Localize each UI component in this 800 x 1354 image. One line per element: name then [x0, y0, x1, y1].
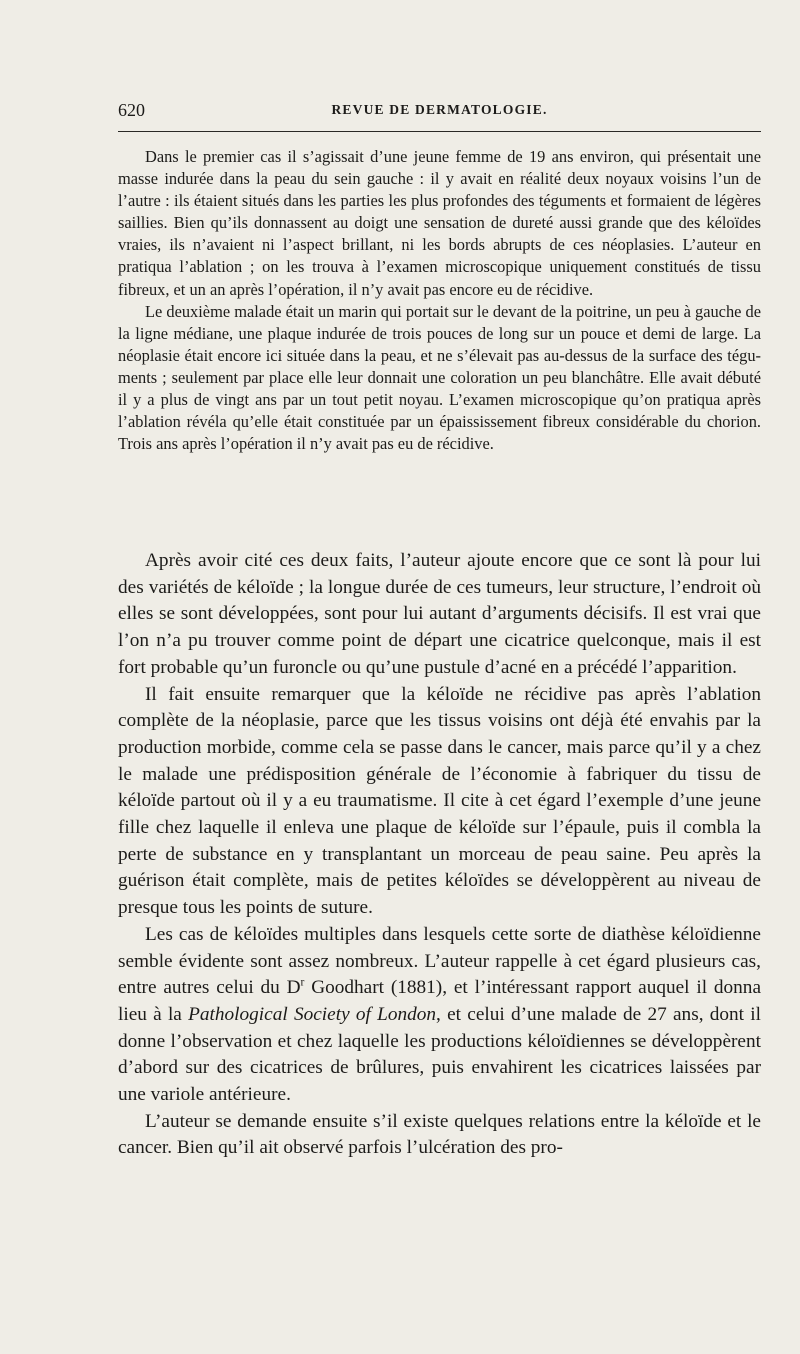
paragraph-first-case: Dans le premier cas il s’agissait d’une jeune femme de 19 ans environ, qui présentait une masse indurée dans la peau du sein gauche : il y avait en réalité deux noyaux voisins l’un de l’autre : ils étaient situés dans les parties les plus profondes des téguments et formaient de légères saillies. Bien qu’ils donnassent au doigt une sensation de dureté aussi grande que des kéloïdes vraies, ils n’avaient ni l’aspect brillant, ni les bords abrupts de ces néoplasies. L’auteur en pratiqua l’ablation ; on les trouva à l’examen microscopique uniquement constitués de tissu fibreux, et un an après l’opération, il n’y avait pas encore eu de récidive.	[118, 147, 761, 299]
multiple-keloids-text-a: Les cas de kéloïdes multiples dans lesquels cette sorte de diathèse kéloïdienne semble évidente sont assez nombreux. L’auteur rappelle à cet égard plusieurs cas, entre autres celui du D	[118, 923, 761, 999]
running-title: REVUE DE DERMATOLOGIE.	[331, 102, 548, 117]
discussion-block	[118, 548, 761, 1162]
paragraph-cancer-relation: L’auteur se demande ensuite s’il existe quelques relations entre la kéloïde et le cancer. Bien qu’il ait observé parfois l’ulcération des pro-	[118, 1110, 761, 1159]
paragraph-recurrence: Il fait ensuite remarquer que la kéloïde ne récidive pas après l’ablation complète de la néoplasie, parce que les tissus voisins ont déjà été envahis par la production morbide, comme cela se passe dans le cancer, mais parce qu’il y a chez le malade une prédisposition générale de l’économie à fabriquer du tissu de kéloïde partout où il y a eu traumatisme. Il cite à cet égard l’exemple d’une jeune fille chez laquelle il enleva une plaque de kéloïde sur l’épaule, puis il combla la perte de substance en y transplantant un morceau de peau saine. Peu après la guérison était complète, mais de petites kéloïdes se développèrent au niveau de presque tous les points de suture.	[118, 683, 761, 919]
paragraph-multiple-keloids	[118, 922, 761, 1109]
header-rule	[118, 131, 761, 132]
case-reports-block	[118, 146, 761, 455]
paragraph-author-conclusion: Après avoir cité ces deux faits, l’auteur ajoute encore que ce sont là pour lui des variétés de kéloïde ; la longue durée de ces tumeurs, leur structure, l’endroit où elles se sont développées, sont pour lui autant d’arguments décisifs. Il est vrai que l’on n’a pu trouver comme point de départ une cicatrice quelconque, mais il est fort probable qu’un furoncle ou qu’une pustule d’acné en a précédé l’apparition.	[118, 550, 761, 678]
page-header	[118, 100, 761, 126]
paragraph-second-case: Le deuxième malade était un marin qui portait sur le devant de la poitrine, un peu à gauche de la ligne médiane, une plaque indurée de trois pouces de long sur un pouce et demi de large. La néoplasie était encore ici située dans la peau, et ne s’élevait pas au-dessus de la surface des téguments ; seulement par place elle leur donnait une coloration un peu blanchâtre. Elle avait débuté il y a plus de vingt ans par un tout petit noyau. L’examen microscopique qu’on pratiqua après l’ablation révéla qu’elle était constituée par un épaississement fibreux considérable du chorion. Trois ans après l’opération il n’y avait pas eu de récidive.	[118, 301, 761, 454]
multiple-keloids-text-c: , et celui d’une malade de 27 ans, dont il donne l’observation et chez laquelle les productions kéloïdiennes se développèrent d’abord sur des cicatrices de brûlures, puis envahirent les cicatrices laissées par une variole antérieure.	[118, 1003, 761, 1106]
society-name: Pathological Society of London	[188, 1003, 437, 1025]
dr-superscript: r	[300, 975, 305, 989]
page-number: 620	[118, 100, 145, 120]
multiple-keloids-text-b: Goodhart (1881), et l’intéressant rapport auquel il donna lieu à la	[118, 977, 761, 1025]
